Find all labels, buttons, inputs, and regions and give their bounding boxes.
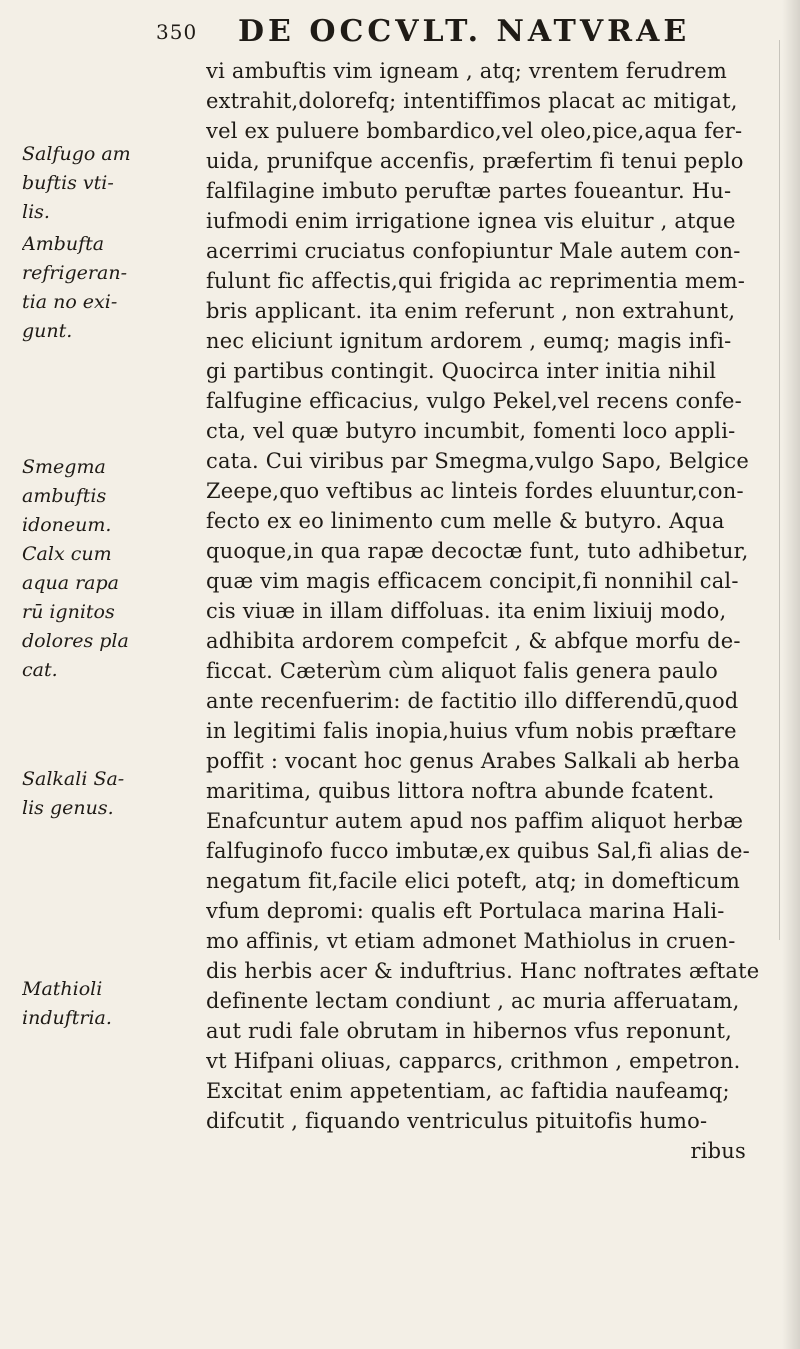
body-line: cata. Cui viribus par Smegma,vulgo Sapo, Belgice <box>206 449 750 473</box>
margin-note-line: Calx cum <box>22 543 112 565</box>
page-header <box>150 10 760 50</box>
body-line: nec eliciunt ignitum ardorem , eumq; magis infi- <box>206 329 732 353</box>
margin-note-line: Smegma <box>22 456 106 478</box>
margin-note-line: lis. <box>22 201 50 223</box>
body-line: iufmodi enim irrigatione ignea vis eluitur , atque <box>206 209 736 233</box>
page-edge-shadow <box>782 0 800 1349</box>
body-line: vfum depromi: qualis eft Portulaca marina Hali- <box>206 899 725 923</box>
margin-note-line: Ambufta <box>22 233 105 255</box>
body-line: fulunt fic affectis,qui frigida ac reprimentia mem- <box>206 269 746 293</box>
margin-note-calx <box>22 540 202 685</box>
margin-note-line: Salkali Sa- <box>22 768 125 790</box>
body-line: definente lectam condiunt , ac muria afferuatam, <box>206 989 740 1013</box>
body-line: acerrimi cruciatus confopiuntur Male autem con- <box>206 239 741 263</box>
body-line: maritima, quibus littora noftra abunde fcatent. <box>206 779 715 803</box>
margin-note-line: tia no exi- <box>22 291 118 313</box>
body-line: gi partibus contingit. Quocirca inter initia nihil <box>206 359 717 383</box>
margin-note-line: rū ignitos <box>22 601 115 623</box>
page-edge-rule <box>779 40 780 940</box>
body-line: dis herbis acer & induftrius. Hanc noftrates æftate <box>206 959 760 983</box>
margin-note-line: dolores pla <box>22 630 129 652</box>
body-line: quæ vim magis efficacem concipit,fi nonnihil cal- <box>206 569 739 593</box>
margin-note-line: idoneum. <box>22 514 112 536</box>
body-line: quoque,in qua rapæ decoctæ funt, tuto adhibetur, <box>206 539 749 563</box>
body-line: adhibita ardorem compefcit , & abfque morfu de- <box>206 629 741 653</box>
body-line: poffit : vocant hoc genus Arabes Salkali ab herba <box>206 749 741 773</box>
body-line: negatum fit,facile elici poteft, atq; in domefticum <box>206 869 741 893</box>
body-line: falfilagine imbuto peruftæ partes foueantur. Hu- <box>206 179 732 203</box>
body-line: vi ambuftis vim igneam , atq; vrentem ferudrem <box>206 59 728 83</box>
page-number: 350 <box>156 20 198 44</box>
body-line: ficcat. Cæterùm cùm aliquot falis genera paulo <box>206 659 718 683</box>
body-line: bris applicant. ita enim referunt , non extrahunt, <box>206 299 736 323</box>
body-line: ante recenfuerim: de factitio illo differendū,quod <box>206 689 739 713</box>
margin-note-line: cat. <box>22 659 58 681</box>
margin-note-line: Mathioli <box>22 978 103 1000</box>
body-line: fecto ex eo linimento cum melle & butyro. Aqua <box>206 509 725 533</box>
margin-note-line: aqua rapa <box>22 572 119 594</box>
margin-note-smegma <box>22 453 202 540</box>
body-line: uida, prunifque accenfis, præfertim fi tenui peplo <box>206 149 744 173</box>
margin-note-line: Salfugo am <box>22 143 131 165</box>
body-line: in legitimi falis inopia,huius vfum nobis præftare <box>206 719 737 743</box>
margin-note-line: buftis vti- <box>22 172 114 194</box>
body-line: extrahit,dolorefq; intentiffimos placat ac mitigat, <box>206 89 738 113</box>
margin-note-line: lis genus. <box>22 797 114 819</box>
margin-note-line: ambuftis <box>22 485 107 507</box>
running-head: DE OCCVLT. NATVRAE <box>238 14 691 49</box>
margin-note-salkali <box>22 765 202 823</box>
body-line: Excitat enim appetentiam, ac faftidia naufeamq; <box>206 1079 730 1103</box>
body-line: falfuginofo fucco imbutæ,ex quibus Sal,fi alias de- <box>206 839 750 863</box>
body-line: vel ex puluere bombardico,vel oleo,pice,aqua fer- <box>206 119 743 143</box>
body-line: mo affinis, vt etiam admonet Mathiolus in cruen- <box>206 929 736 953</box>
body-line: falfugine efficacius, vulgo Pekel,vel recens confe- <box>206 389 742 413</box>
body-line: Enafcuntur autem apud nos paffim aliquot herbæ <box>206 809 744 833</box>
body-line: Zeepe,quo veftibus ac linteis fordes eluuntur,con- <box>206 479 744 503</box>
body-line: difcutit , fiquando ventriculus pituitofis humo- <box>206 1109 708 1133</box>
body-line: cta, vel quæ butyro incumbit, fomenti loco appli- <box>206 419 736 443</box>
catchword: ribus <box>690 1139 746 1163</box>
margin-note-ambusta <box>22 230 202 346</box>
margin-note-line: refrigeran- <box>22 262 127 284</box>
margin-note-mathioli <box>22 975 202 1033</box>
body-line: cis viuæ in illam diffoluas. ita enim lixiuij modo, <box>206 599 727 623</box>
body-line: vt Hifpani oliuas, capparcs, crithmon , empetron. <box>206 1049 741 1073</box>
body-line: aut rudi fale obrutam in hibernos vfus reponunt, <box>206 1019 733 1043</box>
margin-note-salfugo <box>22 140 202 227</box>
margin-note-line: induftria. <box>22 1007 112 1029</box>
margin-note-line: gunt. <box>22 320 73 342</box>
body-text <box>206 56 766 1166</box>
